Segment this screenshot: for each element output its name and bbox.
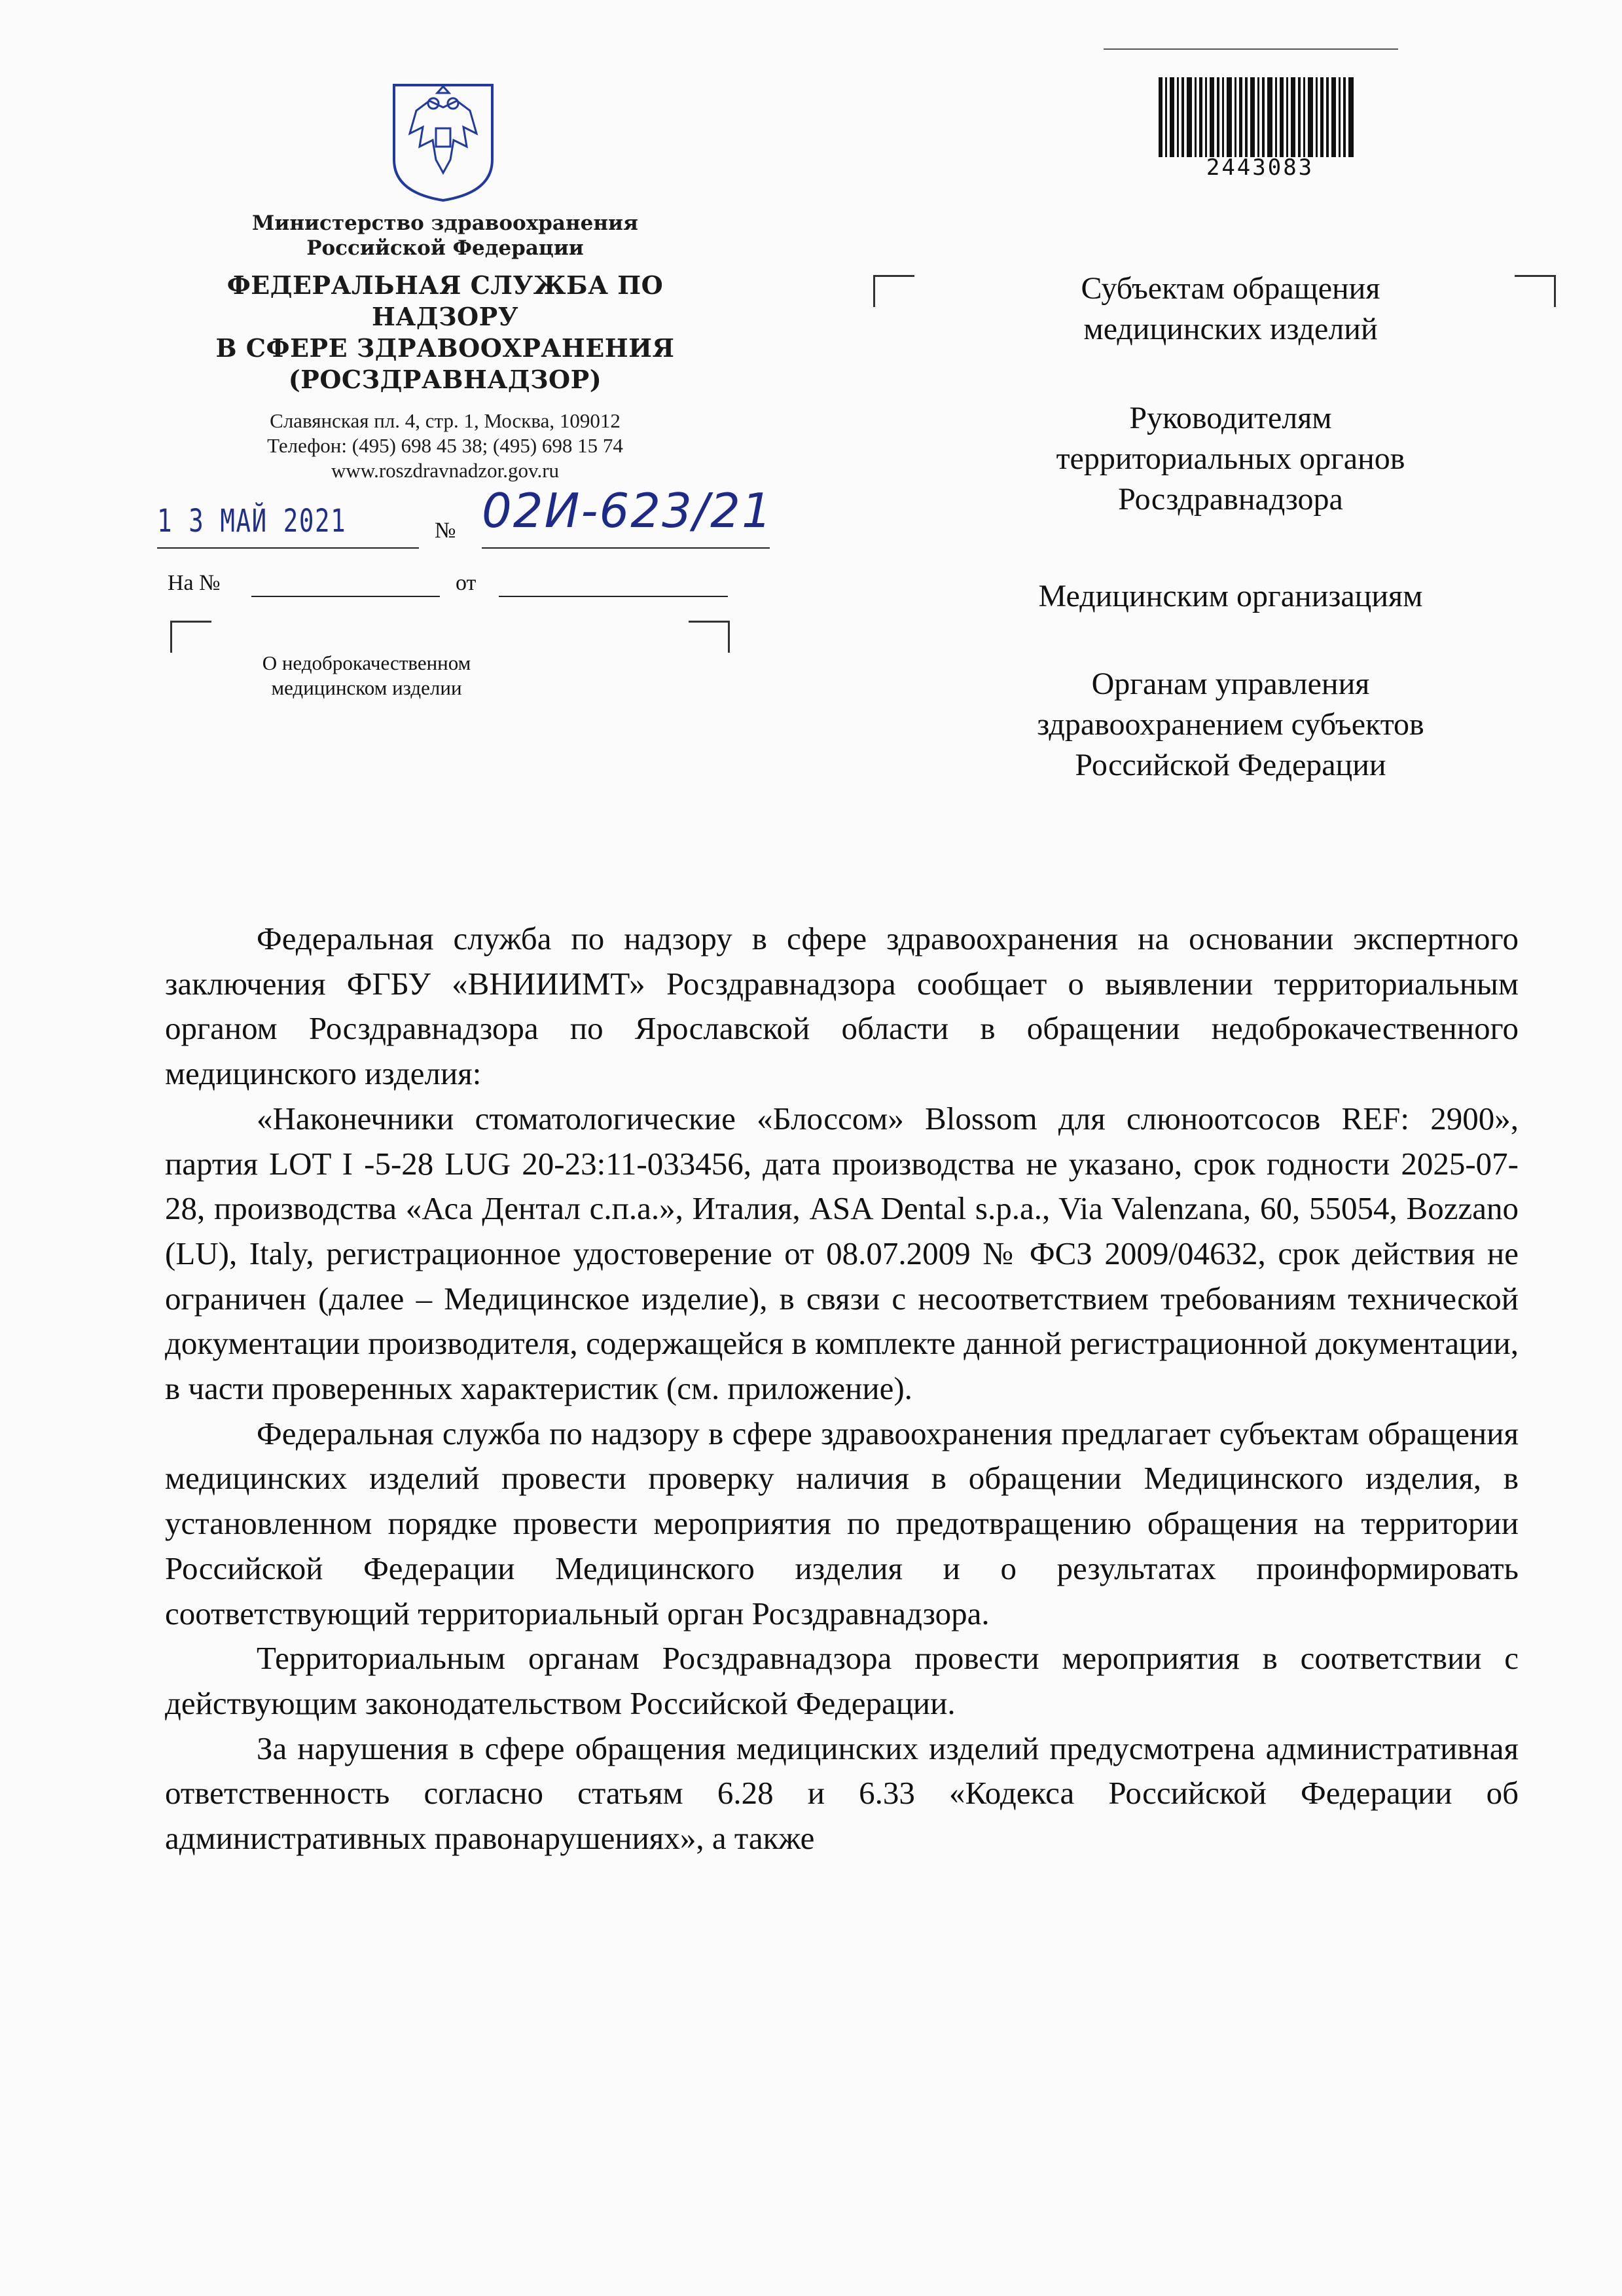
addressee-line: Росздравнадзора (1118, 482, 1343, 517)
number-underline (482, 547, 770, 549)
from-date-underline (499, 596, 728, 597)
barcode-number: 2443083 (1206, 155, 1314, 181)
barcode (1159, 77, 1355, 157)
addressee-line: Органам управления (1091, 666, 1370, 701)
addressee-line: Медицинским организациям (1038, 579, 1423, 613)
addressee-corner-left (873, 275, 914, 307)
date-stamp: 1 3 МАЙ 2021 (157, 503, 347, 539)
addressee-3 (943, 576, 1519, 617)
website: www.roszdravnadzor.gov.ru (331, 459, 560, 482)
addressee-line: медицинских изделий (1083, 312, 1378, 346)
service-line-2: В СФЕРЕ ЗДРАВООХРАНЕНИЯ (215, 333, 675, 363)
date-underline (157, 547, 419, 549)
addressee-line: территориальных органов (1056, 441, 1405, 476)
addressee-4 (943, 664, 1519, 786)
reply-label: На № (168, 571, 221, 595)
body-paragraph-1: Федеральная служба по надзору в сфере здравоохранения на основании экспертного заключения ФГБУ «ВНИИИМТ» Росздравнадзора сообщает о выявлении территориальным органом Росздравнадзора по Ярославской области в обращении недоброкачественного медицинского изделия: (165, 920, 1519, 1092)
addressee-corner-right (1515, 275, 1556, 307)
service-line-1: ФЕДЕРАЛЬНАЯ СЛУЖБА ПО НАДЗОРУ (226, 270, 664, 331)
addressee-line: Субъектам обращения (1081, 271, 1380, 306)
addressee-1 (943, 268, 1519, 350)
body-paragraph-5: За нарушения в сфере обращения медицинских изделий предусмотрена административная ответственность согласно статьям 6.28 и 6.33 «Кодекса Российской Федерации об административных правонарушениях», а также (165, 1730, 1519, 1857)
addressee-line: Российской Федерации (1075, 748, 1386, 782)
letter-body (165, 917, 1519, 1861)
coat-of-arms-emblem (390, 81, 496, 203)
subject-corner-left (170, 621, 211, 653)
subject (196, 651, 537, 701)
top-line (1104, 48, 1398, 50)
subject-line-1: О недоброкачественном (262, 651, 471, 674)
phone: Телефон: (495) 698 45 38; (495) 698 15 74 (267, 434, 623, 457)
subject-corner-right (689, 621, 730, 653)
body-paragraph-4: Территориальным органам Росздравнадзора провести мероприятия в соответствии с действующим законодательством Российской Федерации. (165, 1640, 1519, 1721)
ministry-line-1: Министерство здравоохранения (252, 211, 638, 235)
number-label: № (435, 519, 456, 543)
address-block (164, 409, 727, 483)
ministry-name (164, 211, 727, 261)
addressee-line: здравоохранением субъектов (1037, 707, 1424, 742)
subject-line-2: медицинском изделии (271, 676, 462, 699)
reply-number-underline (251, 596, 440, 597)
body-paragraph-2: «Наконечники стоматологические «Блоссом» Blossom для слюноотсосов REF: 2900», партия LOT I -5-28 LUG 20-23:11-033456, дата производства не указано, срок годности 2025-07-28, производства «Аса Дентал с.п.а.», Италия, ASA Dental s.p.a., Via Valenzana, 60, 55054, Bozzano (LU), Italy, регистрационное удостоверение от 08.07.2009 № ФСЗ 2009/04632, срок действия не ограничен (далее – Медицинское изделие), в связи с несоответствием требованиям технической документации производителя, содержащейся в комплекте данной регистрационной документации, в части проверенных характеристик (см. приложение). (165, 1100, 1519, 1407)
body-paragraph-3: Федеральная служба по надзору в сфере здравоохранения предлагает субъектам обращения медицинских изделий провести проверку наличия в обращении Медицинского изделия, в установленном порядке провести мероприятия по предотвращению обращения на территории Российской Федерации Медицинского изделия и о результатах проинформировать соответствующий территориальный орган Росздравнадзора. (165, 1415, 1519, 1631)
ministry-line-2: Российской Федерации (306, 236, 584, 260)
address: Славянская пл. 4, стр. 1, Москва, 109012 (270, 409, 621, 432)
from-label: от (456, 571, 477, 595)
service-name (164, 270, 727, 395)
handwritten-number: 02И-623/21 (482, 483, 773, 538)
addressee-line: Руководителям (1129, 401, 1332, 435)
addressee-2 (943, 398, 1519, 520)
service-line-3: (РОСЗДРАВНАДЗОР) (288, 365, 602, 394)
